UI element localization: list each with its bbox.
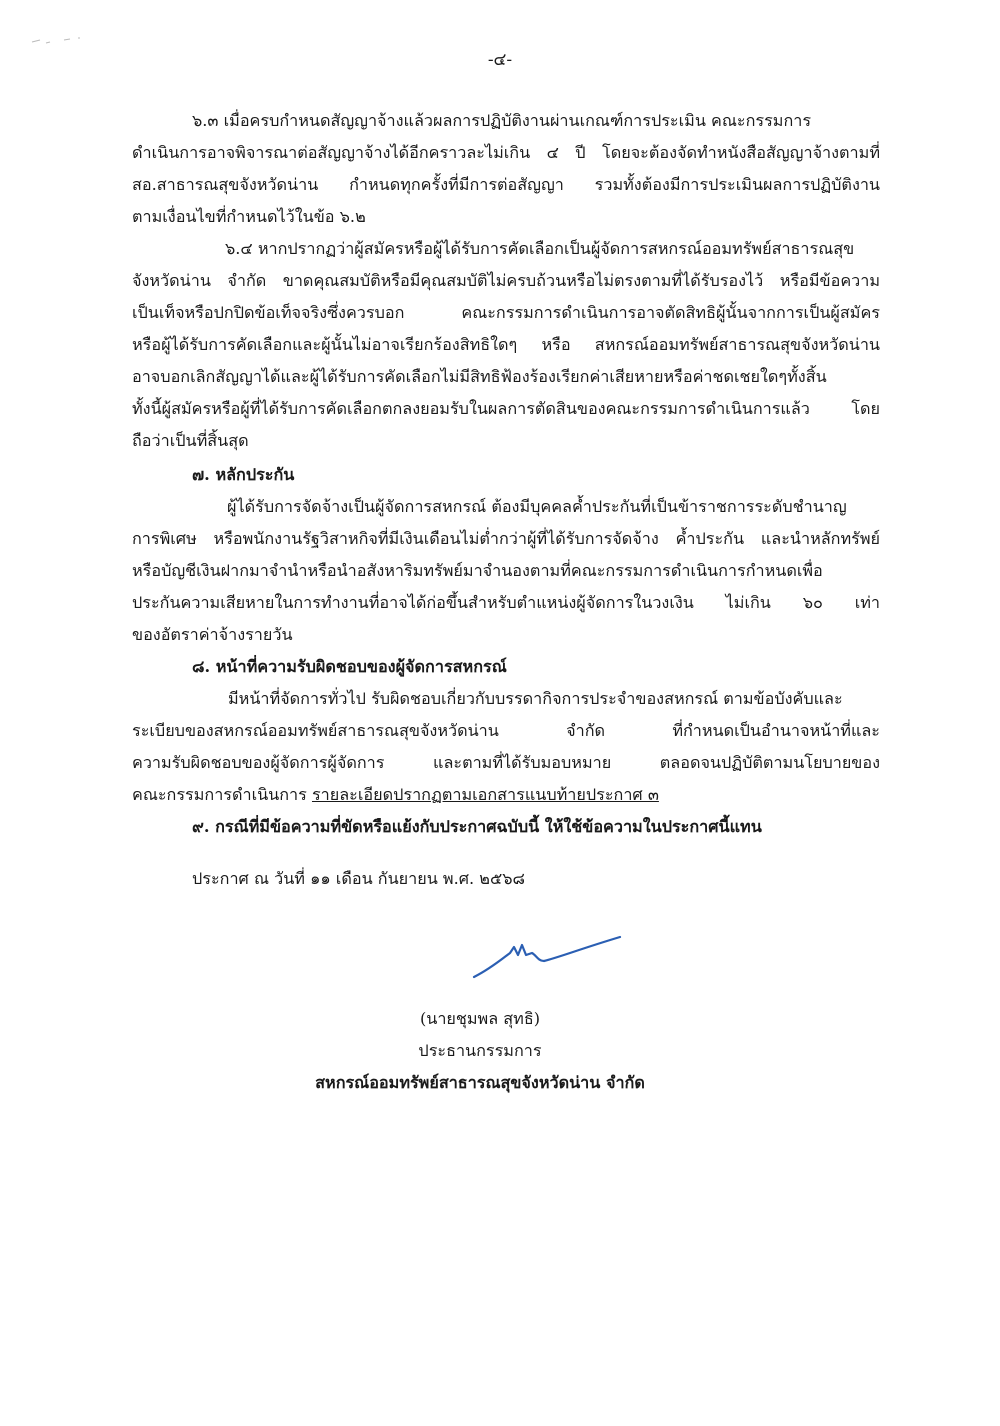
section-6-4-line-5: อาจบอกเลิกสัญญาได้และผู้ได้รับการคัดเลือกไม่มีสิทธิฟ้องร้องเรียกค่าเสียหายหรือค่าชดเชยใดๆทั้งสิ้น (132, 367, 827, 386)
section-6-4-line-1: ๖.๔ หากปรากฏว่าผู้สมัครหรือผู้ได้รับการคัดเลือกเป็นผู้จัดการสหกรณ์ออมทรัพย์สาธารณสุข (225, 239, 855, 258)
announcement-date: ประกาศ ณ วันที่ ๑๑ เดือน กันยายน พ.ศ. ๒๕๖๘ (192, 869, 525, 888)
section-8-line-2: ระเบียบของสหกรณ์ออมทรัพย์สาธารณสุขจังหวัดน่าน จำกัด ที่กำหนดเป็นอำนาจหน้าที่และ (132, 721, 880, 740)
section-8-line-4-text: คณะกรรมการดำเนินการ (132, 785, 312, 804)
signature-mark (470, 925, 630, 985)
signatory-position: ประธานกรรมการ (418, 1041, 542, 1060)
signatory-organization: สหกรณ์ออมทรัพย์สาธารณสุขจังหวัดน่าน จำกัด (315, 1073, 645, 1092)
section-9-clause: ๙. กรณีที่มีข้อความที่ขัดหรือแย้งกับประกาศฉบับนี้ ให้ใช้ข้อความในประกาศนี้แทน (192, 817, 762, 836)
attachment-reference-link[interactable]: รายละเอียดปรากฏตามเอกสารแนบท้ายประกาศ ๓ (311, 785, 659, 804)
section-8-line-4 (132, 784, 659, 806)
section-6-4-line-2: จังหวัดน่าน จำกัด ขาดคุณสมบัติหรือมีคุณสมบัติไม่ครบถ้วนหรือไม่ตรงตามที่ได้รับรองไว้ หรือมีข้อความ (132, 271, 880, 290)
section-6-4-line-6: ทั้งนี้ผู้สมัครหรือผู้ที่ได้รับการคัดเลือกตกลงยอมรับในผลการตัดสินของคณะกรรมการดำเนินการแล้ว โดย (132, 399, 880, 418)
section-6-4-line-7: ถือว่าเป็นที่สิ้นสุด (132, 431, 249, 450)
section-6-3-line-4: ตามเงื่อนไขที่กำหนดไว้ในข้อ ๖.๒ (132, 207, 366, 226)
section-6-3-line-3: สอ.สาธารณสุขจังหวัดน่าน กำหนดทุกครั้งที่มีการต่อสัญญา รวมทั้งต้องมีการประเมินผลการปฏิบัติงาน (132, 175, 880, 194)
section-6-3-line-2: ดำเนินการอาจพิจารณาต่อสัญญาจ้างได้อีกคราวละไม่เกิน ๔ ปี โดยจะต้องจัดทำหนังสือสัญญาจ้างตามที่ (132, 143, 880, 162)
section-7-heading: ๗. หลักประกัน (192, 465, 295, 484)
section-7-line-5: ของอัตราค่าจ้างรายวัน (132, 625, 293, 644)
section-6-4-line-4: หรือผู้ได้รับการคัดเลือกและผู้นั้นไม่อาจเรียกร้องสิทธิใดๆ หรือ สหกรณ์ออมทรัพย์สาธารณสุขจังหวัดน่าน (132, 335, 880, 354)
section-8-heading: ๘. หน้าที่ความรับผิดชอบของผู้จัดการสหกรณ์ (192, 657, 507, 676)
section-8-line-1: มีหน้าที่จัดการทั่วไป รับผิดชอบเกี่ยวกับบรรดากิจการประจำของสหกรณ์ ตามข้อบังคับและ (228, 689, 843, 708)
signatory-name: (นายชุมพล สุทธิ) (419, 1009, 541, 1028)
section-7-line-1: ผู้ได้รับการจัดจ้างเป็นผู้จัดการสหกรณ์ ต้องมีบุคคลค้ำประกันที่เป็นข้าราชการระดับชำนาญ (227, 497, 847, 516)
section-6-3-line-1: ๖.๓ เมื่อครบกำหนดสัญญาจ้างแล้วผลการปฏิบัติงานผ่านเกณฑ์การประเมิน คณะกรรมการ (192, 111, 812, 130)
section-7-line-2: การพิเศษ หรือพนักงานรัฐวิสาหกิจที่มีเงินเดือนไม่ต่ำกว่าผู้ที่ได้รับการจัดจ้าง ค้ำประกัน และนำหลักทรัพย์ (132, 529, 880, 548)
section-7-line-3: หรือบัญชีเงินฝากมาจำนำหรือนำอสังหาริมทรัพย์มาจำนองตามที่คณะกรรมการดำเนินการกำหนดเพื่อ (132, 561, 823, 580)
section-8-line-3: ความรับผิดชอบของผู้จัดการผู้จัดการ และตามที่ได้รับมอบหมาย ตลอดจนปฏิบัติตามนโยบายของ (132, 753, 880, 772)
section-7-line-4: ประกันความเสียหายในการทำงานที่อาจได้ก่อขึ้นสำหรับตำแหน่งผู้จัดการในวงเงิน ไม่เกิน ๖๐ เท่า (132, 593, 880, 612)
section-6-4-line-3: เป็นเท็จหรือปกปิดข้อเท็จจริงซึ่งควรบอก คณะกรรมการดำเนินการอาจตัดสิทธิผู้นั้นจากการเป็นผู้สมัคร (132, 303, 880, 322)
page-number: -๔- (487, 50, 513, 70)
